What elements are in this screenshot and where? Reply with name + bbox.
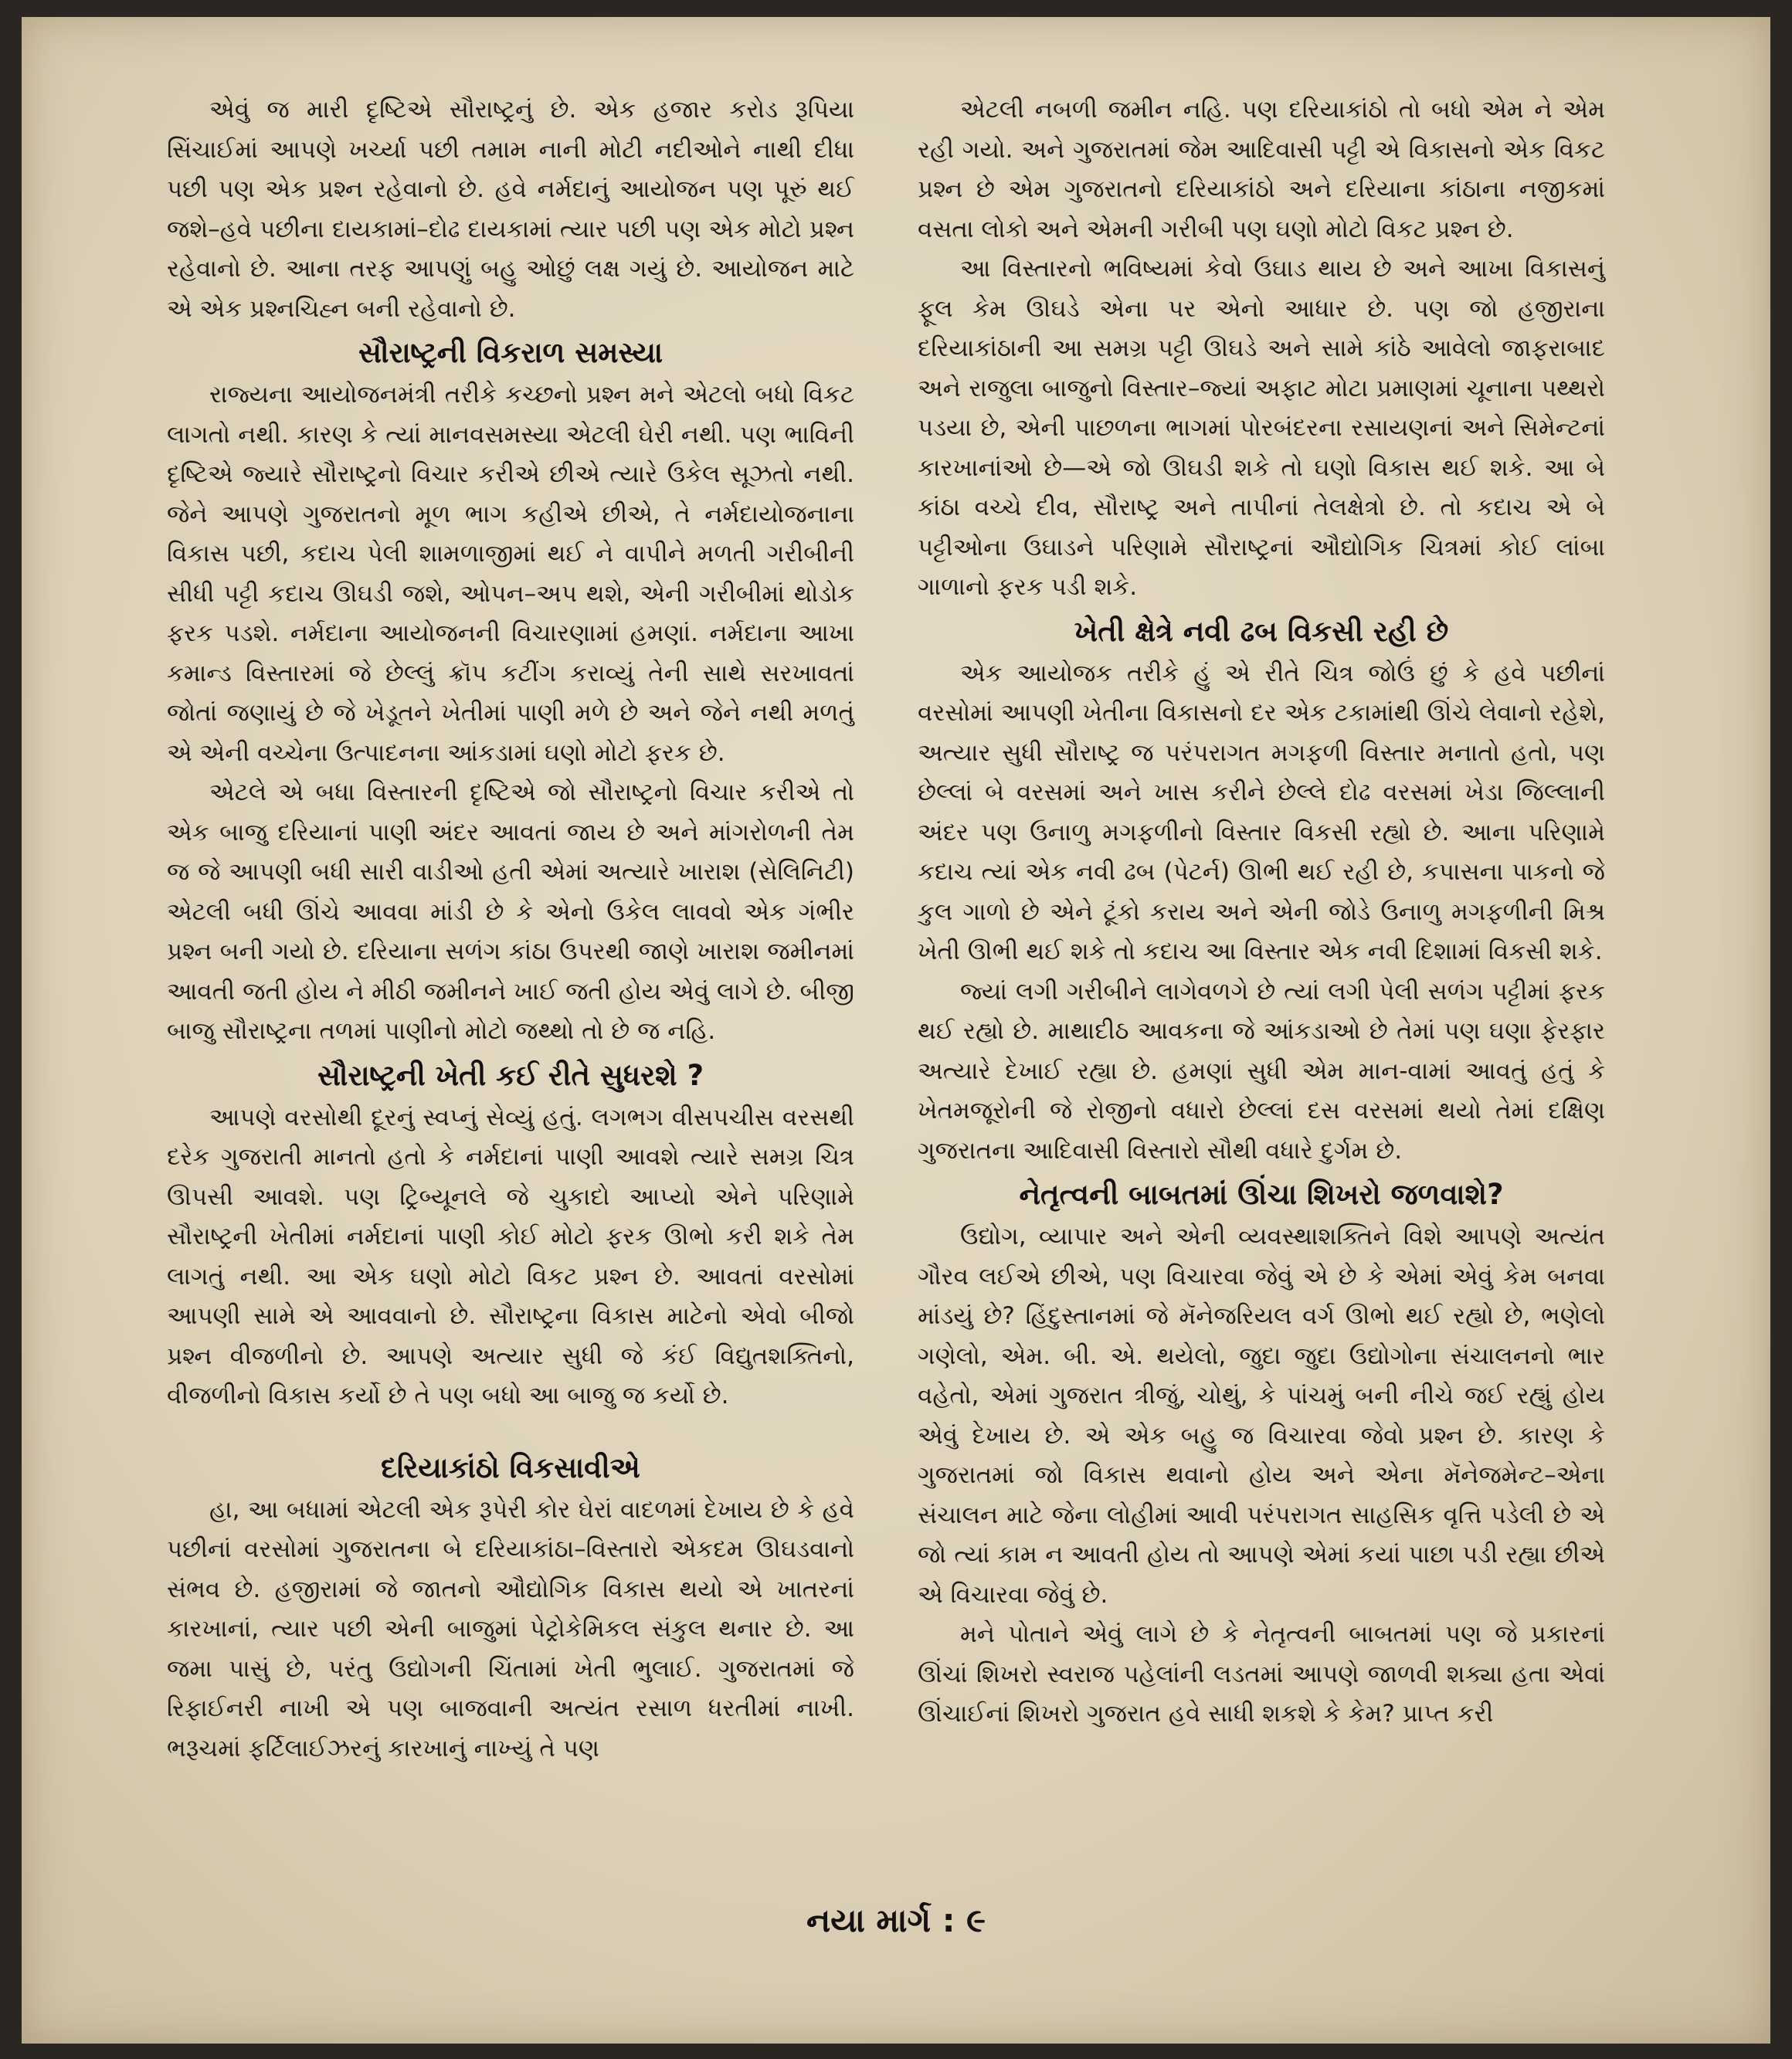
paragraph: ઉદ્યોગ, વ્યાપાર અને એની વ્યવસ્થાશક્તિને વિશે આપણે અત્યંત ગૌરવ લઈએ છીએ, પણ વિચારવા જેવું એ છે કે એમાં એવું કેમ બનવા માંડયું છે? હિંદુસ્તાનમાં જે મૅનેજરિયલ વર્ગ ઊભો થઈ રહ્યો છે, ભણેલો ગણેલો, એમ. બી. એ. થયેલો, જુદા જુદા ઉદ્યોગોના સંચાલનનો ભાર વહેતો, એમાં ગુજરાત ત્રીજું, ચોથું, કે પાંચમું બની નીચે જઈ રહ્યું હોય એવું દેખાય છે. એ એક બહુ જ વિચારવા જેવો પ્રશ્ન છે. કારણ કે ગુજરાતમાં જો વિકાસ થવાનો હોય અને એના મૅનેજમેન્ટ–એના સંચાલન માટે જેના લોહીમાં આવી પરંપરાગત સાહસિક વૃત્તિ પડેલી છે એ જો ત્યાં કામ ન આવતી હોય તો આપણે એમાં કયાં પાછા પડી રહ્યા છીએ એ વિચારવા જેવું છે. <box>918 1223 1605 1609</box>
section-heading: દરિયાકાંઠો વિકસાવીએ <box>381 1450 640 1484</box>
section-heading: નેતૃત્વની બાબતમાં ઊંચા શિખરો જળવાશે? <box>1019 1178 1504 1211</box>
magazine-page <box>22 17 1770 2044</box>
page-footer: નયા માર્ગ : ૯ <box>806 1901 986 1939</box>
left-column <box>167 90 854 1769</box>
section-heading: ખેતી ક્ષેત્રે નવી ઢબ વિકસી રહી છે <box>1074 614 1449 648</box>
paragraph: હા, આ બધામાં એટલી એક રૂપેરી કોર ઘેરાં વાદળમાં દેખાય છે કે હવે પછીનાં વરસોમાં ગુજરાતના બે દરિયાકાંઠા–વિસ્તારો એકદમ ઊઘડવાનો સંભવ છે. હજીરામાં જે જાતનો ઔદ્યોગિક વિકાસ થયો એ ખાતરનાં કારખાનાં, ત્યાર પછી એની બાજુમાં પેટ્રોકેમિકલ સંકુલ થનાર છે. આ જમા પાસું છે, પરંતુ ઉદ્યોગની ચિંતામાં ખેતી ભુલાઈ. ગુજરાતમાં જે રિફાઈનરી નાખી એ પણ બાજવાની અત્યંત રસાળ ધરતીમાં નાખી. ભરૂચમાં ફર્ટિલાઈઝરનું કારખાનું નાખ્યું તે પણ <box>167 1495 854 1762</box>
paragraph: એક આયોજક તરીકે હું એ રીતે ચિત્ર જોઉં છું કે હવે પછીનાં વરસોમાં આપણી ખેતીના વિકાસનો દર એક ટકામાંથી ઊંચે લેવાનો રહેશે, અત્યાર સુધી સૌરાષ્ટ્ર જ પરંપરાગત મગફળી વિસ્તાર મનાતો હતો, પણ છેલ્લાં બે વરસમાં અને ખાસ કરીને છેલ્લે દોઢ વરસમાં ખેડા જિલ્લાની અંદર પણ ઉનાળુ મગફળીનો વિસ્તાર વિકસી રહ્યો છે. આના પરિણામે કદાચ ત્યાં એક નવી ઢબ (પેટર્ન) ઊભી થઈ રહી છે, કપાસના પાકનો જે કુલ ગાળો છે એને ટૂંકો કરાય અને એની જોડે ઉનાળુ મગફળીની મિશ્ર ખેતી ઊભી થઈ શકે તો કદાચ આ વિસ્તાર એક નવી દિશામાં વિકસી શકે. <box>918 659 1605 965</box>
paragraph: એટલી નબળી જમીન નહિ. પણ દરિયાકાંઠો તો બધો એમ ને એમ રહી ગયો. અને ગુજરાતમાં જેમ આદિવાસી પટ્ટી એ વિકાસનો એક વિકટ પ્રશ્ન છે એમ ગુજરાતનો દરિયાકાંઠો અને દરિયાના કાંઠાના નજીકમાં વસતા લોકો અને એમની ગરીબી પણ ઘણો મોટો વિકટ પ્રશ્ન છે. <box>918 96 1605 243</box>
paragraph: મને પોતાને એવું લાગે છે કે નેતૃત્વની બાબતમાં પણ જે પ્રકારનાં ઊંચાં શિખરો સ્વરાજ પહેલાંની લડતમાં આપણે જાળવી શક્યા હતા એવાં ઊંચાઈનાં શિખરો ગુજરાત હવે સાધી શકશે કે કેમ? પ્રાપ્ત કરી <box>918 1620 1605 1728</box>
section-heading: સૌરાષ્ટ્રની વિકરાળ સમસ્યા <box>358 336 664 369</box>
paragraph: રાજ્યના આયોજનમંત્રી તરીકે કચ્છનો પ્રશ્ન મને એટલો બધો વિકટ લાગતો નથી. કારણ કે ત્યાં માનવસમસ્યા એટલી ઘેરી નથી. પણ ભાવિની દૃષ્ટિએ જ્યારે સૌરાષ્ટ્રનો વિચાર કરીએ છીએ ત્યારે ઉકેલ સૂઝતો નથી. જેને આપણે ગુજરાતનો મૂળ ભાગ કહીએ છીએ, તે નર્મદાયોજનાના વિકાસ પછી, કદાચ પેલી શામળાજીમાં થઈ ને વાપીને મળતી ગરીબીની સીધી પટ્ટી કદાચ ઊઘડી જશે, ઓપન–અપ થશે, એની ગરીબીમાં થોડોક ફરક પડશે. નર્મદાના આયોજનની વિચારણામાં હમણાં. નર્મદાના આખા કમાન્ડ વિસ્તારમાં જે છેલ્લું ક્રૉપ કટીંગ કરાવ્યું તેની સાથે સરખાવતાં જોતાં જણાયું છે જે ખેડૂતને ખેતીમાં પાણી મળે છે અને જેને નથી મળતું એ એની વચ્ચેના ઉત્પાદનના આંકડામાં ઘણો મોટો ફરક છે. <box>167 381 854 767</box>
paragraph: આપણે વરસોથી દૂરનું સ્વપ્નું સેવ્યું હતું. લગભગ વીસપચીસ વરસથી દરેક ગુજરાતી માનતો હતો કે નર્મદાનાં પાણી આવશે ત્યારે સમગ્ર ચિત્ર ઊપસી આવશે. પણ ટ્રિબ્યૂનલે જે ચુકાદો આપ્યો એને પરિણામે સૌરાષ્ટ્રની ખેતીમાં નર્મદાનાં પાણી કોઈ મોટો ફરક ઊભો કરી શકે તેમ લાગતું નથી. આ એક ઘણો મોટો વિકટ પ્રશ્ન છે. આવતાં વરસોમાં આપણી સામે એ આવવાનો છે. સૌરાષ્ટ્રના વિકાસ માટેનો એવો બીજો પ્રશ્ન વીજળીનો છે. આપણે અત્યાર સુધી જે કંઈ વિદ્યુતશક્તિનો, વીજળીનો વિકાસ કર્યો છે તે પણ બધો આ બાજુ જ કર્યો છે. <box>167 1103 854 1409</box>
paragraph: એવું જ મારી દૃષ્ટિએ સૌરાષ્ટ્રનું છે. એક હજાર કરોડ રૂપિયા સિંચાઈમાં આપણે ખર્ચ્યા પછી તમામ નાની મોટી નદીઓને નાથી દીધા પછી પણ એક પ્રશ્ન રહેવાનો છે. હવે નર્મદાનું આયોજન પણ પૂરું થઈ જશે–હવે પછીના દાયકામાં–દોઢ દાયકામાં ત્યાર પછી પણ એક મોટો પ્રશ્ન રહેવાનો છે. આના તરફ આપણું બહુ ઓછું લક્ષ ગયું છે. આયોજન માટે એ એક પ્રશ્નચિહ્ન બની રહેવાનો છે. <box>167 96 854 323</box>
section-heading: સૌરાષ્ટ્રની ખેતી કઈ રીતે સુધરશે ? <box>317 1058 704 1092</box>
right-column <box>918 90 1605 1735</box>
paragraph: આ વિસ્તારનો ભવિષ્યમાં કેવો ઉઘાડ થાય છે અને આખા વિકાસનું ફૂલ કેમ ઊઘડે એના પર એનો આધાર છે. પણ જો હજીરાના દરિયાકાંઠાની આ સમગ્ર પટ્ટી ઊઘડે અને સામે કાંઠે આવેલો જાફરાબાદ અને રાજુલા બાજુનો વિસ્તાર–જ્યાં અફાટ મોટા પ્રમાણમાં ચૂનાના પથ્થરો પડયા છે, એની પાછળના ભાગમાં પોરબંદરના રસાયણનાં અને સિમેન્ટનાં કારખાનાંઓ છે—એ જો ઊઘડી શકે તો ઘણો વિકાસ થઈ શકે. આ બે કાંઠા વચ્ચે દીવ, સૌરાષ્ટ્ર અને તાપીનાં તેલક્ષેત્રો છે. તો કદાચ એ બે પટ્ટીઓના ઉઘાડને પરિણામે સૌરાષ્ટ્રનાં ઔદ્યોગિક ચિત્રમાં કોઈ લાંબા ગાળાનો ફરક પડી શકે. <box>918 255 1605 601</box>
paragraph: જ્યાં લગી ગરીબીને લાગેવળગે છે ત્યાં લગી પેલી સળંગ પટ્ટીમાં ફરક થઈ રહ્યો છે. માથાદીઠ આવકના જે આંકડાઓ છે તેમાં પણ ઘણા ફેરફાર અત્યારે દેખાઈ રહ્યા છે. હમણાં સુધી એમ માન-વામાં આવતું હતું કે ખેતમજૂરોની જે રોજીનો વધારો છેલ્લાં દસ વરસમાં થયો તેમાં દક્ષિણ ગુજરાતના આદિવાસી વિસ્તારો સૌથી વધારે દુર્ગમ છે. <box>918 977 1605 1165</box>
paragraph: એટલે એ બધા વિસ્તારની દૃષ્ટિએ જો સૌરાષ્ટ્રનો વિચાર કરીએ તો એક બાજુ દરિયાનાં પાણી અંદર આવતાં જાય છે અને માંગરોળની તેમ જ જે આપણી બધી સારી વાડીઓ હતી એમાં અત્યારે ખારાશ (સેલિનિટી) એટલી બધી ઊંચે આવવા માંડી છે કે એનો ઉકેલ લાવવો એક ગંભીર પ્રશ્ન બની ગયો છે. દરિયાના સળંગ કાંઠા ઉપરથી જાણે ખારાશ જમીનમાં આવતી જતી હોય ને મીઠી જમીનને ખાઈ જતી હોય એવું લાગે છે. બીજી બાજુ સૌરાષ્ટ્રના તળમાં પાણીનો મોટો જથ્થો તો છે જ નહિ. <box>167 778 854 1045</box>
